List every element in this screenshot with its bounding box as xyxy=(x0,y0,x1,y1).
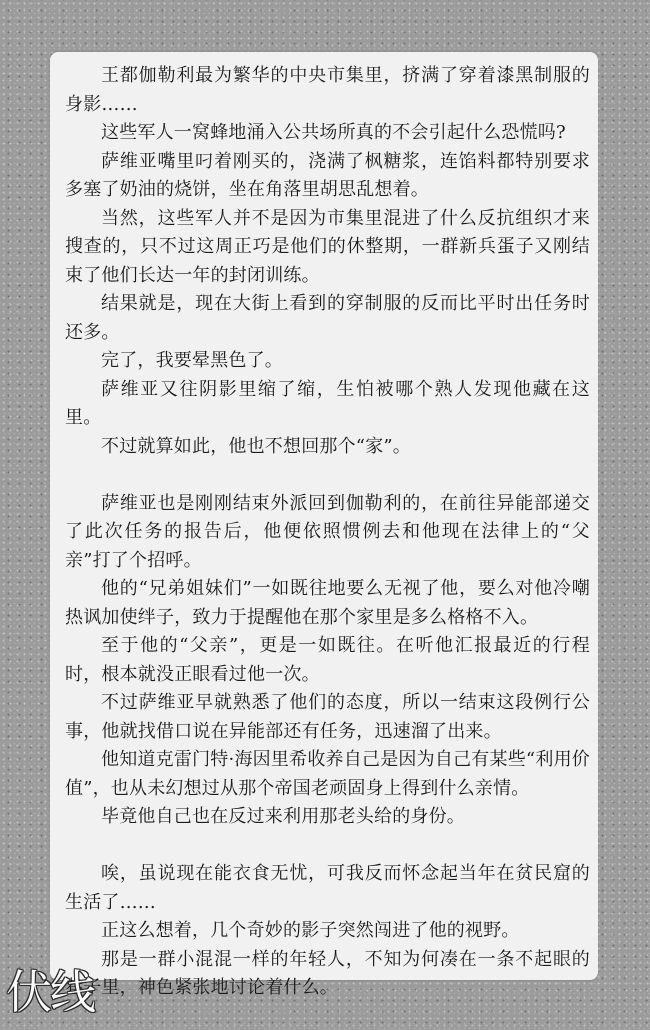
watermark-logo: 伏线 xyxy=(6,965,94,1019)
paragraph: 正这么想着，几个奇妙的影子突然闯进了他的视野。 xyxy=(101,920,520,941)
paragraph: 王都伽勒利最为繁华的中央市集里，挤满了穿着漆黑制服的身影…… xyxy=(65,65,590,115)
paragraph: 结果就是，现在大街上看到的穿制服的反而比平时出任务时还多。 xyxy=(65,293,590,343)
paragraph: 萨维亚也是刚刚结束外派回到伽勒利的，在前往异能部递交了此次任务的报告后，他便依照惯例去和他现在法律上的“父亲”打了个招呼。 xyxy=(65,492,590,571)
section-gap xyxy=(65,832,590,861)
paragraph: 那是一群小混混一样的年轻人，不知为何凑在一条不起眼的巷子里，神色紧张地讨论着什么。 xyxy=(65,948,590,998)
paragraph: 毕竟他自己也在反过来利用那老头给的身份。 xyxy=(101,806,465,827)
paragraph: 至于他的“父亲”，更是一如既往。在听他汇报最近的行程时，根本就没正眼看过他一次。 xyxy=(65,635,590,685)
paragraph: 不过萨维亚早就熟悉了他们的态度，所以一结束这段例行公事，他就找借口说在异能部还有任务，迅速溜了出来。 xyxy=(65,692,590,742)
text-page xyxy=(50,52,598,998)
paragraph: 不过就算如此，他也不想回那个“家”。 xyxy=(101,435,412,457)
paragraph: 完了，我要晕黑色了。 xyxy=(101,350,283,371)
paragraph: 萨维亚嘴里叼着刚买的，浇满了枫糖浆，连馅料都特别要求多塞了奶油的烧饼，坐在角落里胡思乱想着。 xyxy=(65,150,590,200)
paragraph: 这些军人一窝蜂地涌入公共场所真的不会引起什么恐慌吗? xyxy=(101,122,566,143)
paragraph: 唉，虽说现在能衣食无忧，可我反而怀念起当年在贫民窟的生活了…… xyxy=(65,863,590,913)
section-gap xyxy=(65,461,590,490)
paragraph: 他知道克雷门特·海因里希收养自己是因为自己有某些“利用价值”，也从未幻想过从那个帝国老顽固身上得到什么亲情。 xyxy=(65,749,590,799)
paragraph: 他的“兄弟姐妹们”一如既往地要么无视了他，要么对他冷嘲热讽加使绊子，致力于提醒他在那个家里是多么格格不入。 xyxy=(65,578,590,628)
paragraph: 当然，这些军人并不是因为市集里混进了什么反抗组织才来搜查的，只不过这周正巧是他们的休整期，一群新兵蛋子又刚结束了他们长达一年的封闭训练。 xyxy=(65,207,590,286)
paragraph: 萨维亚又往阴影里缩了缩，生怕被哪个熟人发现他藏在这里。 xyxy=(65,378,590,428)
